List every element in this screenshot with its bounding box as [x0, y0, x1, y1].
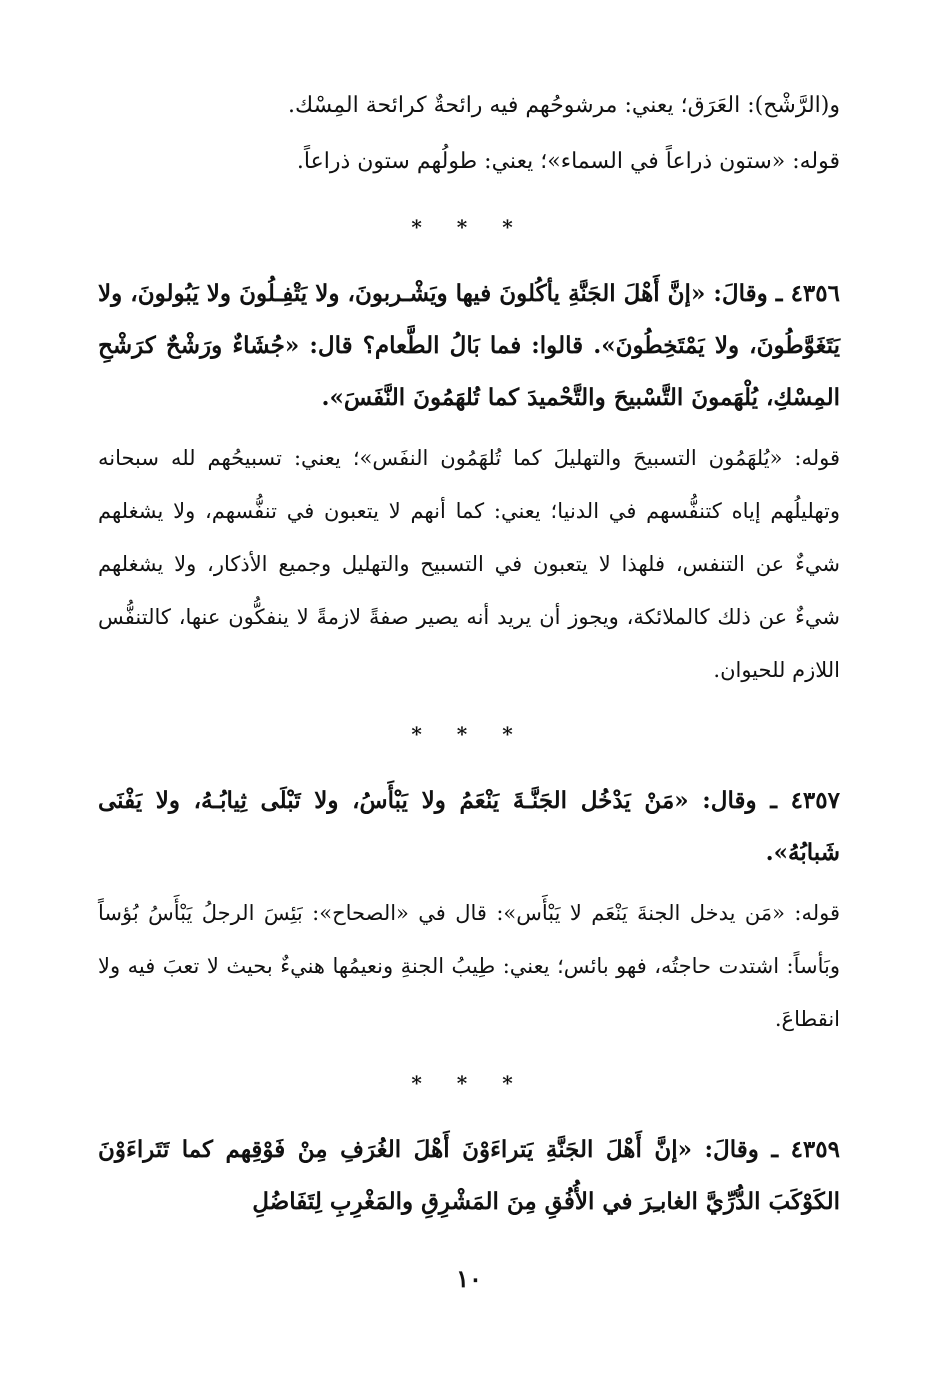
- hadith-4356: ٤٣٥٦ ـ وقالَ: «إنَّ أَهْلَ الجَنَّةِ يأكُلونَ فيها ويَشْـربونَ، ولا يَتْفِـلُونَ ولا يَبُولونَ، ولا يَتَغَوَّطُونَ، ولا يَمْتَخِطُونَ». قالوا: فما بَالُ الطَّعام؟ قال: «جُشَاءٌ ورَشْحٌ كرَشْحِ المِسْكِ، يُلْهَمونَ التَّسْبيحَ والتَّحْميدَ كما تُلهَمُونَ النَّفَسَ».: [98, 280, 840, 411]
- hadith-4357: ٤٣٥٧ ـ وقال: «مَنْ يَدْخُل الجَنَّـةَ يَنْعَمُ ولا يَبْأَسُ، ولا تَبْلَى ثِيابُـهُ، ولا يَفْنَى شَبابُهُ».: [98, 787, 840, 866]
- section-separator-3: * * *: [411, 1071, 527, 1095]
- section-separator-1: * * *: [411, 215, 527, 239]
- hadith-4359: ٤٣٥٩ ـ وقالَ: «إنَّ أَهْلَ الجَنَّةِ يَتراءَوْنَ أَهْلَ الغُرَفِ مِنْ فَوْقِهم كما تَتَراءَوْنَ الكَوْكَبَ الدُّرِّيَّ الغابـِرَ في الأُفُقِ مِنَ المَشْرِقِ والمَغْرِبِ لِتَفَاضُلِ: [98, 1136, 840, 1215]
- commentary-4357: قوله: «مَن يدخل الجنةَ يَنْعَم لا يَبْأَس»: قال في «الصحاح»: بَئِسَ الرجلُ يَبْأَسُ بُؤساً وبَأساً: اشتدت حاجتُه، فهو بائس؛ يعني: طِيبُ الجنةِ ونعيمُها هنيءٌ بحيث لا تعبَ فيه ولا انقطاعَ.: [98, 901, 840, 1031]
- page-number: ١٠: [456, 1264, 482, 1293]
- intro-line-2: قوله: «ستون ذراعاً في السماء»؛ يعني: طولُهم ستون ذراعاً.: [296, 149, 840, 174]
- commentary-4356: قوله: «يُلهَمُون التسبيحَ والتهليلَ كما تُلهَمُون النفَس»؛ يعني: تسبيحُهم لله سبحانه وتهليلُهم إياه كتنفُّسهم في الدنيا؛ يعني: كما أنهم لا يتعبون في تنفُّسهم، ولا يشغلهم شيءٌ عن التنفس، فلهذا لا يتعبون في التسبيح والتهليل وجميع الأذكار، ولا يشغلهم شيءٌ عن ذلك كالملائكة، ويجوز أن يريد أنه يصير صفةً لازمةً لا ينفكُّون عنها، كالتنفُّس اللازم للحيوان.: [98, 446, 840, 682]
- intro-line-1: و(الرَّشْح): العَرَق؛ يعني: مرشوحُهم فيه رائحةٌ كرائحة المِسْك.: [288, 93, 840, 118]
- page-body: [98, 78, 840, 1228]
- section-separator-2: * * *: [411, 722, 527, 746]
